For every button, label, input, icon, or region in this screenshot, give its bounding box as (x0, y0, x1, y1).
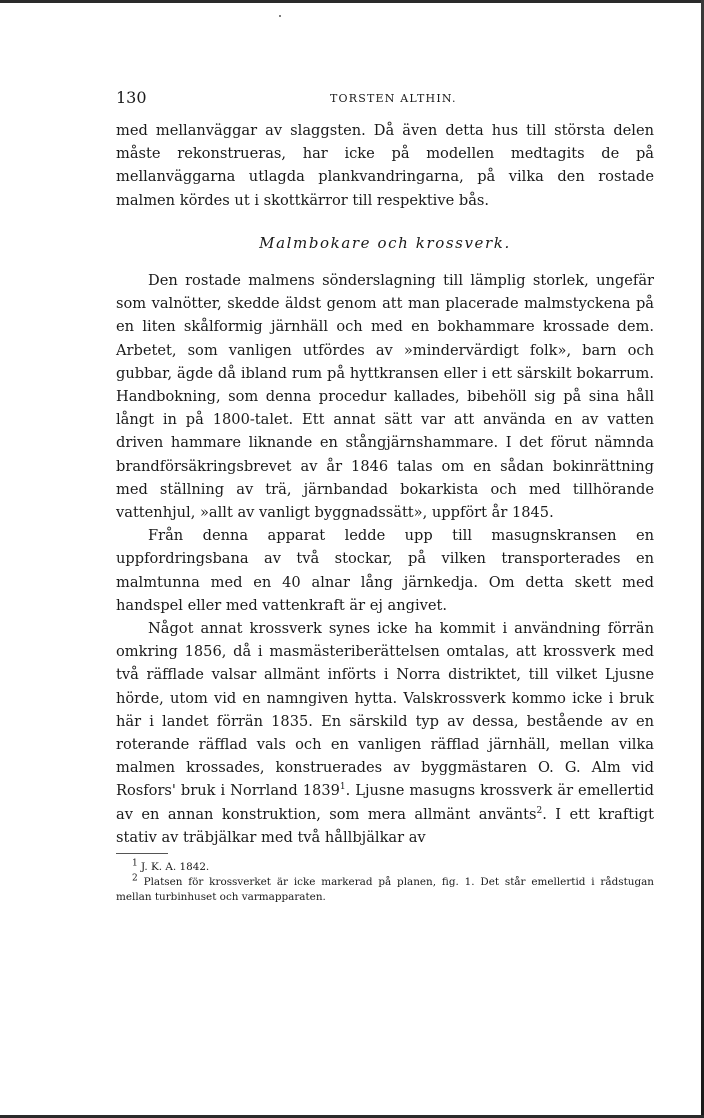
paragraph-crushing-history: Den rostade malmens sönderslagning till lämplig storlek, ungefär som valnötter, skedde äldst genom att man placerade malmstyckena på en liten skålformig järnhäll och med en bokhammare krossade dem. Arbetet, som vanligen utfördes av »mindervärdigt folk», barn och gubbar, ägde då ibland rum på hyttkransen eller i ett särskilt bokarrum. Handbokning, som denna procedur kallades, bibehöll sig på sina håll långt in på 1800-talet. Ett annat sätt var att använda en av vatten driven hammare liknande en stångjärnshammare. I det förut nämnda brandförsäkringsbrevet av år 1846 talas om en sådan bokinrättning med ställning av trä, järnbandad bokarkista och med tillhörande vattenhjul, »allt av vanligt byggnadssätt», uppfört år 1845. (116, 272, 654, 522)
footnote-text: Platsen för krossverket är icke markerad på planen, fig. 1. Det står emellertid i rådstugan mellan turbinhuset och varmapparaten. (116, 876, 654, 904)
footnote-text: J. K. A. 1842. (141, 861, 210, 874)
paragraph-continued: med mellanväggar av slaggsten. Då även detta hus till största delen måste rekonstrueras, har icke på modellen medtagits de på mellanväggarna utlagda plankvandringarna, på vilka den rostade malmen kördes ut i skottkärror till respektive bås. (116, 122, 654, 209)
footnote-mark: 2 (132, 873, 138, 884)
scan-speck (279, 15, 281, 17)
page-number: 130 (116, 88, 147, 107)
footnote-ref-1: 1 (339, 782, 346, 793)
running-title: TORSTEN ALTHIN. (330, 92, 457, 105)
footnote-ref-2: 2 (536, 805, 543, 816)
running-head (116, 88, 656, 110)
body-text (116, 119, 654, 905)
paragraph-crushers (116, 617, 654, 849)
section-heading: Malmbokare och krossverk. (259, 233, 511, 252)
footnotes (116, 860, 654, 905)
paragraph-text: . I ett kraftigt stativ av träbjälkar med två hållbjälkar av (116, 805, 654, 846)
footnote-rule (116, 853, 168, 854)
footnote-mark: 1 (132, 858, 138, 869)
footnote-1 (116, 860, 654, 875)
paragraph-text: . Ljusne masugns krossverk är emellertid av en annan konstruktion, som mera allmänt använts (116, 782, 654, 823)
scan-border-top (0, 0, 704, 3)
footnote-2 (116, 875, 654, 905)
paragraph-conveyor: Från denna apparat ledde upp till masugnskransen en uppfordringsbana av två stockar, på vilken transporterades en malmtunna med en 40 alnar lång järnkedja. Om detta skett med handspel eller med vattenkraft är ej angivet. (116, 527, 654, 614)
paragraph-text: Något annat krossverk synes icke ha kommit i användning förrän omkring 1856, då i masmästeriberättelsen omtalas, att krossverk med två räfflade valsar allmänt införts i Norra distriktet, till vilket Ljusne hörde, utom vid en namngiven hytta. Valskrossverk kommo icke i bruk här i landet förrän 1835. En särskild typ av dessa, bestående av en roterande räfflad vals och en vanligen räfflad järnhäll, mellan vilka malmen krossades, konstruerades av byggmästaren O. G. Alm vid Rosfors' bruk i Norrland 1839 (116, 620, 654, 800)
